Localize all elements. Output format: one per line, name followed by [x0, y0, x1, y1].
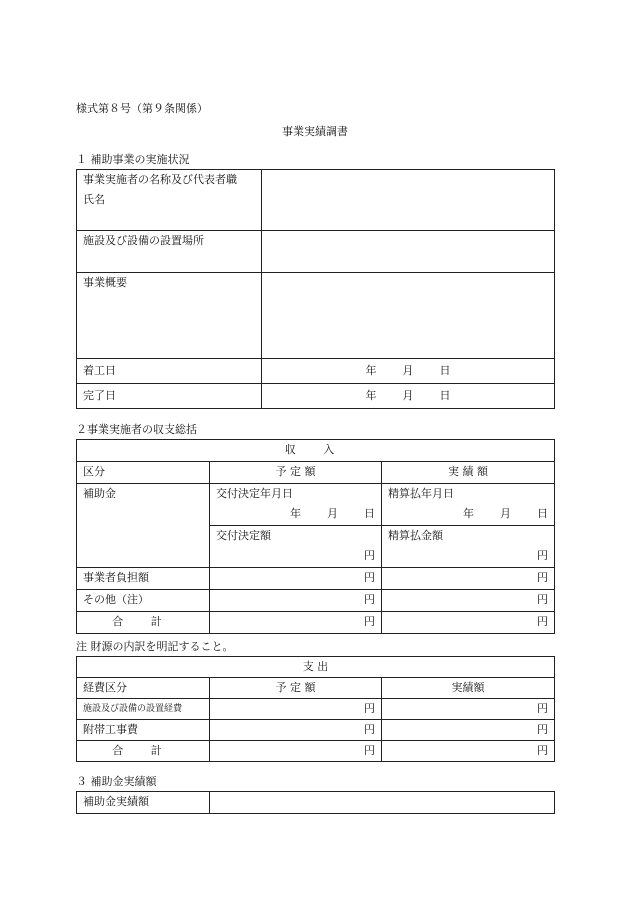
year-unit: 年	[365, 364, 377, 377]
subsidy-result-value-cell	[210, 792, 555, 814]
month-unit: 月	[500, 507, 512, 520]
expense-title-text: 支 出	[302, 660, 329, 673]
income-total-text: 合 計	[112, 615, 174, 628]
income-col-planned: 予 定 額	[210, 462, 382, 484]
month-unit: 月	[327, 507, 338, 520]
implementation-status-table	[76, 169, 555, 409]
subsidy-result-label: 補助金実績額	[77, 792, 210, 814]
facility-cost-label: 施設及び設備の設置経費	[77, 699, 210, 720]
overview-label: 事業概要	[77, 273, 262, 359]
settlement-amount-cell	[382, 526, 555, 568]
yen-unit: 円	[210, 612, 382, 634]
other-label: その他（注）	[77, 590, 210, 612]
yen-unit: 円	[210, 568, 382, 590]
income-title-text: 収 入	[284, 443, 347, 456]
expense-col-category: 経費区分	[77, 678, 210, 699]
income-col-actual: 実 績 額	[382, 462, 555, 484]
month-unit: 月	[402, 389, 414, 402]
expense-title	[77, 657, 555, 678]
subsidy-label: 補助金	[77, 484, 210, 568]
expense-table	[76, 656, 555, 762]
name-value-cell	[262, 170, 555, 231]
day-unit: 日	[439, 389, 451, 402]
start-date-label: 着工日	[77, 359, 262, 384]
subsidy-result-table	[76, 791, 555, 814]
end-date-label: 完了日	[77, 384, 262, 409]
year-unit: 年	[463, 507, 475, 520]
yen-unit: 円	[382, 612, 555, 634]
start-date-value	[262, 359, 555, 384]
day-unit: 日	[537, 507, 549, 520]
income-total-label	[77, 612, 210, 634]
burden-label: 事業者負担額	[77, 568, 210, 590]
form-number: 様式第８号（第９条関係）	[76, 102, 208, 115]
grant-decision-date-label: 交付決定年月日	[216, 487, 293, 500]
document-title: 事業実績調書	[282, 125, 348, 138]
expense-col-planned: 予 定 額	[210, 678, 382, 699]
yen-unit: 円	[382, 590, 555, 612]
yen-unit: 円	[210, 720, 382, 741]
yen-unit: 円	[382, 568, 555, 590]
yen-unit: 円	[210, 699, 382, 720]
month-unit: 月	[402, 364, 414, 377]
income-table	[76, 439, 555, 634]
name-label-line1: 事業実施者の名称及び代表者職	[83, 173, 237, 186]
section2-heading: ２事業実施者の収支総括	[76, 423, 197, 436]
expense-col-actual: 実績額	[382, 678, 555, 699]
settlement-amount-label: 精算払金額	[388, 529, 443, 542]
section3-heading: ３ 補助金実績額	[76, 775, 157, 788]
grant-decision-date-cell	[210, 484, 382, 526]
name-label-cell	[77, 170, 262, 231]
ancillary-cost-label: 附帯工事費	[77, 720, 210, 741]
yen-unit: 円	[382, 699, 555, 720]
yen-unit: 円	[537, 549, 549, 562]
expense-total-label	[77, 741, 210, 762]
location-label: 施設及び設備の設置場所	[77, 231, 262, 273]
grant-decision-amount-cell	[210, 526, 382, 568]
income-title	[77, 440, 555, 462]
end-date-value	[262, 384, 555, 409]
expense-total-text: 合 計	[112, 744, 174, 757]
overview-value-cell	[262, 273, 555, 359]
year-unit: 年	[365, 389, 377, 402]
day-unit: 日	[364, 507, 375, 520]
yen-unit: 円	[382, 741, 555, 762]
name-label-line2: 氏名	[83, 193, 105, 206]
settlement-date-cell	[382, 484, 555, 526]
year-unit: 年	[290, 507, 301, 520]
settlement-date-label: 精算払年月日	[388, 487, 454, 500]
location-value-cell	[262, 231, 555, 273]
yen-unit: 円	[364, 549, 375, 562]
yen-unit: 円	[210, 590, 382, 612]
yen-unit: 円	[382, 720, 555, 741]
yen-unit: 円	[210, 741, 382, 762]
income-col-category: 区分	[77, 462, 210, 484]
day-unit: 日	[439, 364, 451, 377]
section1-heading: １ 補助事業の実施状況	[76, 153, 190, 166]
funding-note: 注 財源の内訳を明記すること。	[76, 640, 234, 653]
grant-decision-amount-label: 交付決定額	[216, 529, 271, 542]
